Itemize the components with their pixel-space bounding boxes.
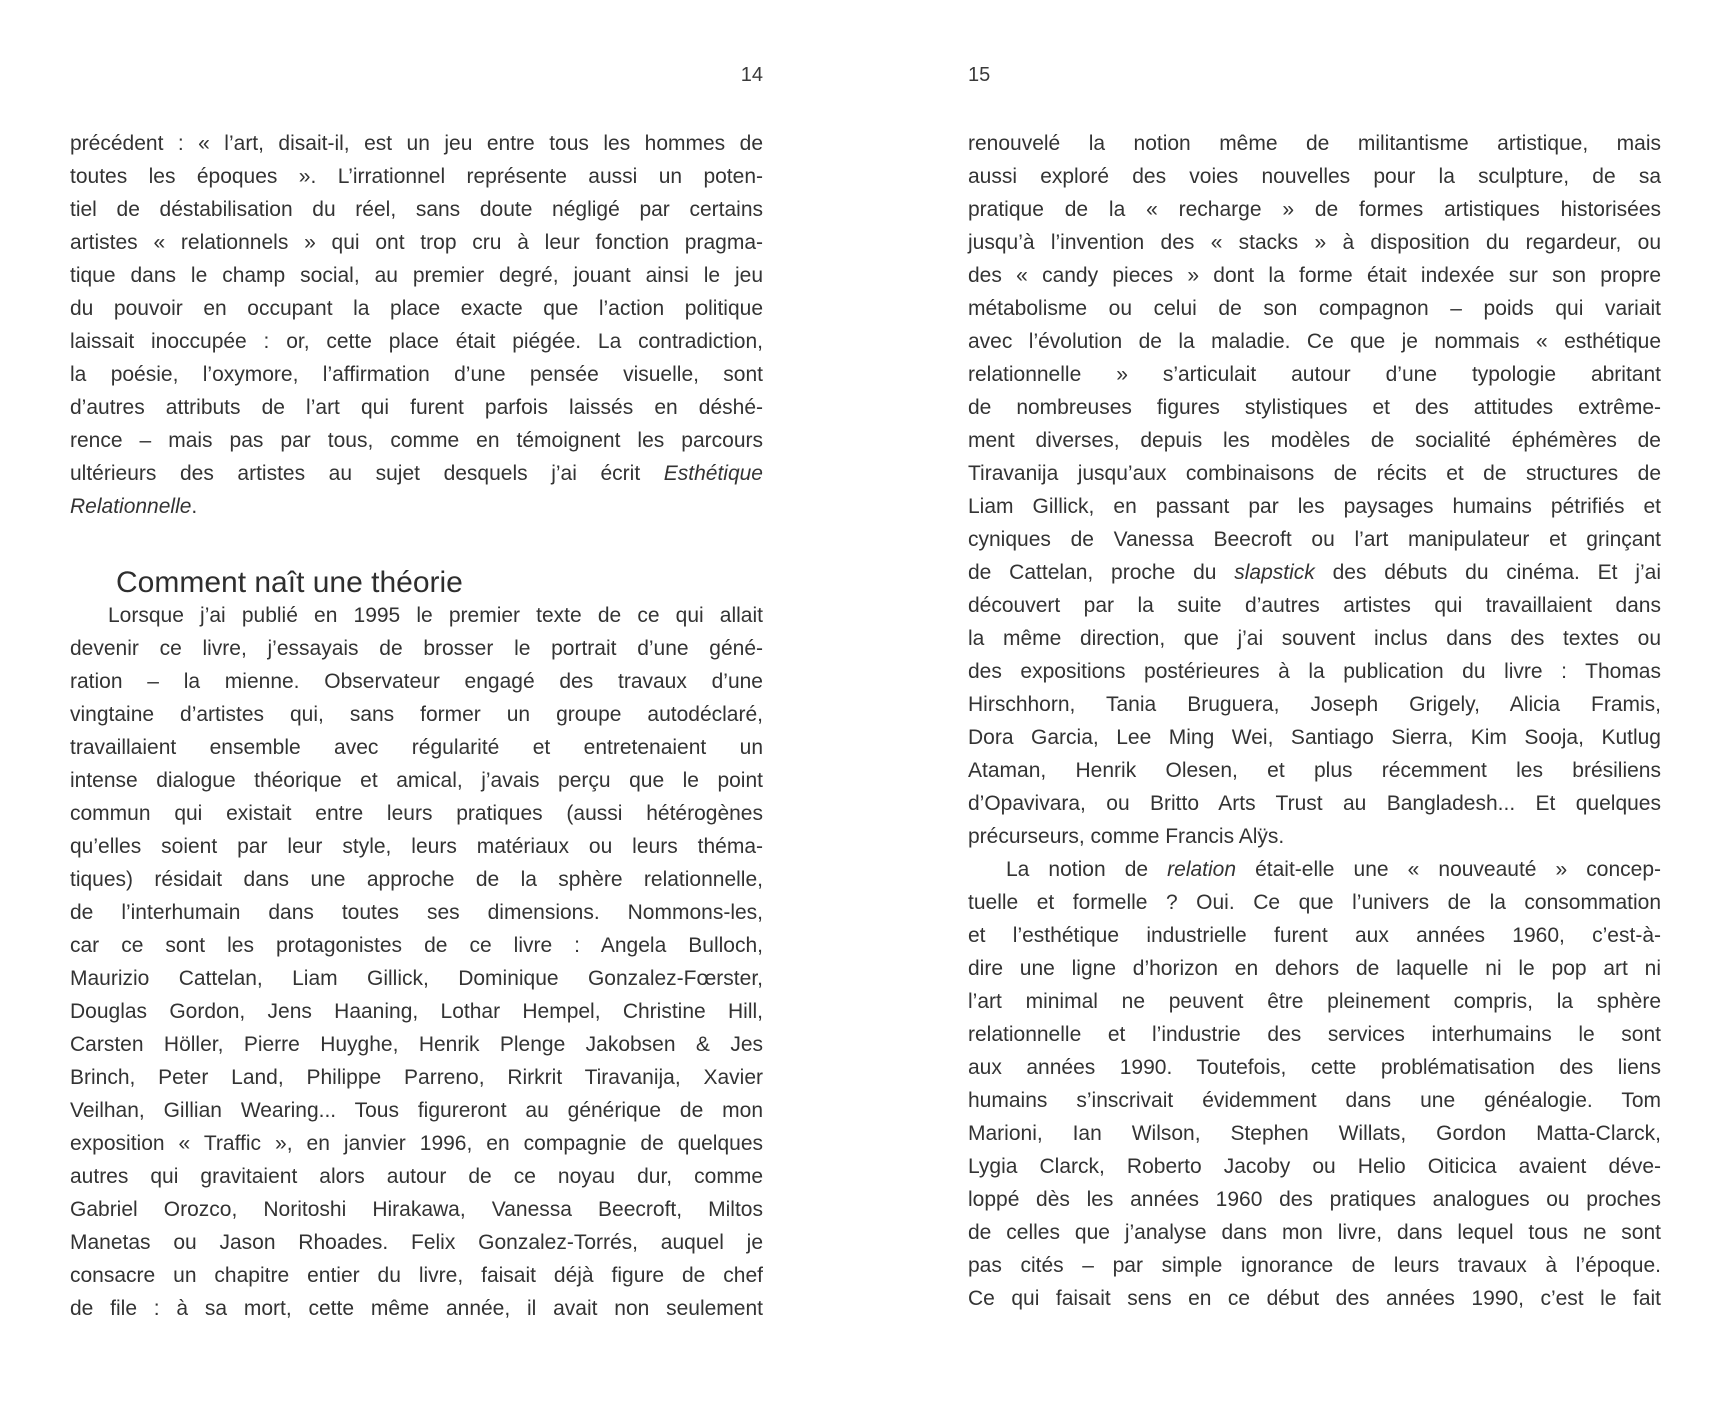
text-line: ration – la mienne. Observateur engagé des travaux d’une	[70, 670, 763, 693]
text-line: tiel de déstabilisation du réel, sans doute négligé par certains	[70, 198, 763, 221]
text-line: Ce qui faisait sens en ce début des années 1990, c’est le fait	[968, 1287, 1661, 1310]
text-line: aux années 1990. Toutefois, cette problématisation des liens	[968, 1056, 1661, 1079]
text-line: et l’esthétique industrielle furent aux années 1960, c’est-à-	[968, 924, 1661, 947]
text-line: d’autres attributs de l’art qui furent parfois laissés en déshé-	[70, 396, 763, 419]
text-line: relationnelle » s’articulait autour d’une typologie abritant	[968, 363, 1661, 386]
text-line: la poésie, l’oxymore, l’affirmation d’une pensée visuelle, sont	[70, 363, 763, 386]
text-line: relationnelle et l’industrie des services interhumains le sont	[968, 1023, 1661, 1046]
text-line: de Cattelan, proche du slapstick des débuts du cinéma. Et j’ai	[968, 561, 1661, 584]
text-line: loppé dès les années 1960 des pratiques analogues ou proches	[968, 1188, 1661, 1211]
text-line: du pouvoir en occupant la place exacte que l’action politique	[70, 297, 763, 320]
text-line: dire une ligne d’horizon en dehors de laquelle ni le pop art ni	[968, 957, 1661, 980]
text-line: Dora Garcia, Lee Ming Wei, Santiago Sierra, Kim Sooja, Kutlug	[968, 726, 1661, 749]
text-line: cyniques de Vanessa Beecroft ou l’art manipulateur et grinçant	[968, 528, 1661, 551]
text-line: intense dialogue théorique et amical, j’avais perçu que le point	[70, 769, 763, 792]
text-line: commun qui existait entre leurs pratiques (aussi hétérogènes	[70, 802, 763, 825]
text-line: toutes les époques ». L’irrationnel représente aussi un poten-	[70, 165, 763, 188]
text-line: métabolisme ou celui de son compagnon – poids qui variait	[968, 297, 1661, 320]
text-line: pratique de la « recharge » de formes artistiques historisées	[968, 198, 1661, 221]
text-line: aussi exploré des voies nouvelles pour la sculpture, de sa	[968, 165, 1661, 188]
text-line: Marioni, Ian Wilson, Stephen Willats, Gordon Matta-Clarck,	[968, 1122, 1661, 1145]
text-line: de celles que j’analyse dans mon livre, dans lequel tous ne sont	[968, 1221, 1661, 1244]
text-line: Manetas ou Jason Rhoades. Felix Gonzalez-Torrés, auquel je	[70, 1231, 763, 1254]
text-line: des « candy pieces » dont la forme était indexée sur son propre	[968, 264, 1661, 287]
text-line: laissait inoccupée : or, cette place était piégée. La contradiction,	[70, 330, 763, 353]
text-line: exposition « Traffic », en janvier 1996, en compagnie de quelques	[70, 1132, 763, 1155]
text-line: Lorsque j’ai publié en 1995 le premier texte de ce qui allait	[108, 604, 763, 627]
text-line: Brinch, Peter Land, Philippe Parreno, Rirkrit Tiravanija, Xavier	[70, 1066, 763, 1089]
text-line: pas cités – par simple ignorance de leurs travaux à l’époque.	[968, 1254, 1661, 1277]
text-line: Ataman, Henrik Olesen, et plus récemment les brésiliens	[968, 759, 1661, 782]
text-line: qu’elles soient par leur style, leurs matériaux ou leurs théma-	[70, 835, 763, 858]
page-number-left: 14	[740, 64, 763, 86]
text-line: Veilhan, Gillian Wearing... Tous figureront au générique de mon	[70, 1099, 763, 1122]
text-line: d’Opavivara, ou Britto Arts Trust au Bangladesh... Et quelques	[968, 792, 1661, 815]
text-line: jusqu’à l’invention des « stacks » à disposition du regardeur, ou	[968, 231, 1661, 254]
text-line: car ce sont les protagonistes de ce livre : Angela Bulloch,	[70, 934, 763, 957]
text-line: autres qui gravitaient alors autour de ce noyau dur, comme	[70, 1165, 763, 1188]
text-line: La notion de relation était-elle une « nouveauté » concep-	[1006, 858, 1662, 881]
text-line: ultérieurs des artistes au sujet desquels j’ai écrit Esthétique	[70, 462, 763, 485]
text-line: devenir ce livre, j’essayais de brosser le portrait d’une géné-	[70, 637, 763, 660]
text-line: de nombreuses figures stylistiques et des attitudes extrême-	[968, 396, 1661, 419]
text-line: de file : à sa mort, cette même année, il avait non seulement	[70, 1297, 763, 1320]
text-line: humains s’inscrivait évidemment dans une généalogie. Tom	[968, 1089, 1661, 1112]
text-line: de l’interhumain dans toutes ses dimensions. Nommons-les,	[70, 901, 763, 924]
text-line: précédent : « l’art, disait-il, est un jeu entre tous les hommes de	[70, 132, 763, 155]
text-line: Relationnelle.	[70, 495, 198, 518]
right-page-text-column	[968, 127, 1661, 1315]
text-line: rence – mais pas par tous, comme en témoignent les parcours	[70, 429, 763, 452]
page-number-right: 15	[968, 64, 991, 86]
text-line: vingtaine d’artistes qui, sans former un groupe autodéclaré,	[70, 703, 763, 726]
text-line: Douglas Gordon, Jens Haaning, Lothar Hempel, Christine Hill,	[70, 1000, 763, 1023]
text-line: Lygia Clarck, Roberto Jacoby ou Helio Oiticica avaient déve-	[968, 1155, 1661, 1178]
text-line: découvert par la suite d’autres artistes qui travaillaient dans	[968, 594, 1661, 617]
text-line: tuelle et formelle ? Oui. Ce que l’univers de la consommation	[968, 891, 1661, 914]
text-line: des expositions postérieures à la publication du livre : Thomas	[968, 660, 1661, 683]
text-line: précurseurs, comme Francis Alÿs.	[968, 825, 1285, 848]
section-heading: Comment naît une théorie	[116, 566, 463, 599]
text-line: renouvelé la notion même de militantisme artistique, mais	[968, 132, 1661, 155]
left-page-text-column	[70, 127, 763, 1325]
text-line: Maurizio Cattelan, Liam Gillick, Dominique Gonzalez-Fœrster,	[70, 967, 763, 990]
text-line: Hirschhorn, Tania Bruguera, Joseph Grigely, Alicia Framis,	[968, 693, 1661, 716]
text-line: artistes « relationnels » qui ont trop cru à leur fonction pragma-	[70, 231, 763, 254]
text-line: la même direction, que j’ai souvent inclus dans des textes ou	[968, 627, 1661, 650]
text-line: tiques) résidait dans une approche de la sphère relationnelle,	[70, 868, 763, 891]
text-line: Carsten Höller, Pierre Huyghe, Henrik Plenge Jakobsen & Jes	[70, 1033, 763, 1056]
text-line: consacre un chapitre entier du livre, faisait déjà figure de chef	[70, 1264, 763, 1287]
text-line: l’art minimal ne peuvent être pleinement compris, la sphère	[968, 990, 1661, 1013]
text-line: avec l’évolution de la maladie. Ce que je nommais « esthétique	[968, 330, 1661, 353]
text-line: ment diverses, depuis les modèles de socialité éphémères de	[968, 429, 1661, 452]
text-line: travaillaient ensemble avec régularité et entretenaient un	[70, 736, 763, 759]
text-line: Tiravanija jusqu’aux combinaisons de récits et de structures de	[968, 462, 1661, 485]
text-line: tique dans le champ social, au premier degré, jouant ainsi le jeu	[70, 264, 763, 287]
text-line: Liam Gillick, en passant par les paysages humains pétrifiés et	[968, 495, 1661, 518]
text-line: Gabriel Orozco, Noritoshi Hirakawa, Vanessa Beecroft, Miltos	[70, 1198, 763, 1221]
